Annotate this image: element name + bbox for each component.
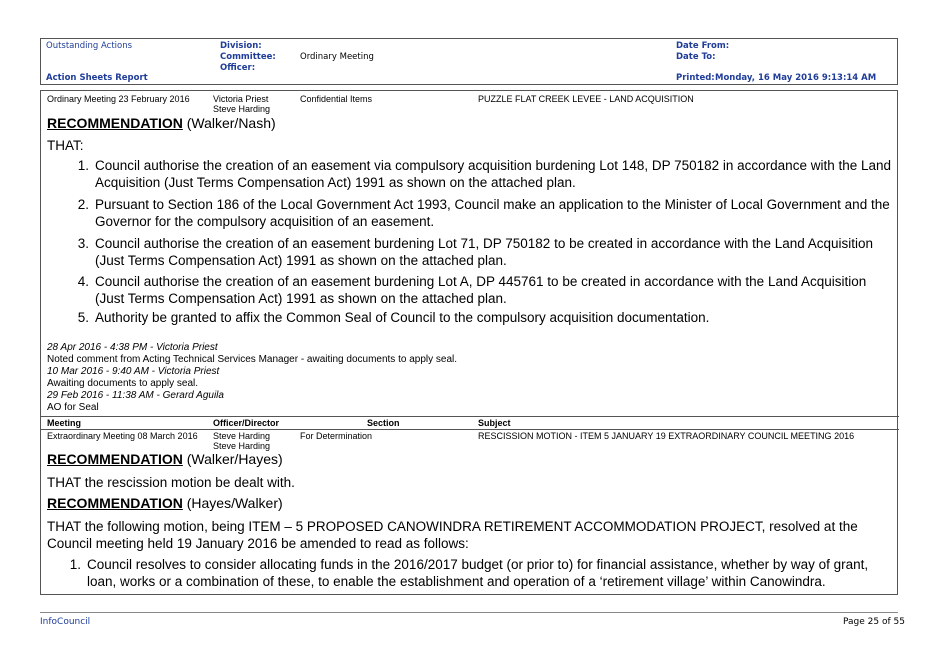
recommendation-movers: (Walker/Nash) (186, 115, 276, 131)
action-sheet-body (40, 90, 898, 595)
entry2-recommendation-1 (47, 451, 283, 468)
note-meta: 28 Apr 2016 - 4:38 PM - Victoria Priest (47, 342, 218, 353)
list-item (71, 157, 893, 191)
column-header-officer: Officer/Director (213, 418, 280, 428)
report-header (40, 38, 898, 85)
entry2-rec1-text: THAT the rescission motion be dealt with. (47, 475, 295, 490)
note-text: AO for Seal (47, 402, 99, 413)
column-header-subject: Subject (478, 418, 511, 428)
note-text: Awaiting documents to apply seal. (47, 378, 199, 389)
recommendation-movers: (Walker/Hayes) (186, 451, 283, 467)
recommendation-movers: (Hayes/Walker) (186, 495, 283, 511)
recommendation-heading: RECOMMENDATION (47, 495, 183, 511)
list-item-text: Council resolves to consider allocating funds in the 2016/2017 budget (or prior to) for financial assistance, whether by way of grant, loan, works or a combination of these, to enable the establishment and operation of a ‘retirement village’ within Canowindra. (87, 557, 869, 589)
committee-value: Ordinary Meeting (300, 52, 374, 62)
committee-label: Committee: (220, 52, 276, 62)
list-item (71, 196, 893, 230)
printed-label: Printed: (676, 73, 715, 83)
recommendation-heading: RECOMMENDATION (47, 451, 183, 467)
entry2-officer: Steve Harding (213, 431, 271, 441)
entry1-recommendation (47, 115, 276, 132)
list-item-text: Council authorise the creation of an easement burdening Lot A, DP 445761 to be created in accordance with the Land Acquisition (Just Terms Compensation Act) 1991 as shown on the attached plan. (95, 274, 867, 306)
note-meta: 10 Mar 2016 - 9:40 AM - Victoria Priest (47, 366, 220, 377)
footer-brand: InfoCouncil (40, 617, 91, 627)
entry1-that: THAT: (47, 138, 84, 153)
list-item-text: Authority be granted to affix the Common Seal of Council to the compulsory acquisition documentation. (95, 310, 710, 325)
entry2-director: Steve Harding (213, 441, 271, 451)
recommendation-heading: RECOMMENDATION (47, 115, 183, 131)
entry1-director: Steve Harding (213, 104, 271, 114)
list-item (71, 309, 893, 327)
date-from-label: Date From: (676, 41, 730, 51)
divider (41, 429, 899, 430)
outstanding-actions-label: Outstanding Actions (46, 41, 133, 51)
divider (41, 416, 899, 417)
officer-label: Officer: (220, 63, 256, 73)
list-item (71, 235, 893, 269)
entry2-meeting: Extraordinary Meeting 08 March 2016 (47, 431, 198, 441)
note-meta: 29 Feb 2016 - 11:38 AM - Gerard Aguila (47, 390, 224, 401)
list-item-text: Council authorise the creation of an easement via compulsory acquisition burdening Lot 148, DP 750182 in accordance with the Land Acquisition (Just Terms Compensation Act) 1991 as shown on the attached plan. (95, 158, 892, 190)
list-item (63, 556, 893, 590)
report-title: Action Sheets Report (46, 73, 148, 83)
entry1-meeting: Ordinary Meeting 23 February 2016 (47, 94, 190, 104)
note-text: Noted comment from Acting Technical Services Manager - awaiting documents to apply seal. (47, 354, 458, 365)
entry1-officer: Victoria Priest (213, 94, 269, 104)
printed-value: Monday, 16 May 2016 9:13:14 AM (715, 73, 877, 83)
list-item-text: Pursuant to Section 186 of the Local Government Act 1993, Council make an application to the Minister of Local Government and the Governor for the compulsory acquisition of an easement. (95, 197, 890, 229)
entry2-subject: RESCISSION MOTION - ITEM 5 JANUARY 19 EXTRAORDINARY COUNCIL MEETING 2016 (478, 431, 855, 441)
division-label: Division: (220, 41, 262, 51)
footer-divider (40, 612, 898, 613)
entry2-recommendation-2 (47, 495, 283, 512)
list-item-number: 1. (69, 557, 81, 572)
list-item-text: Council authorise the creation of an easement burdening Lot 71, DP 750182 to be created in accordance with the Land Acquisition (Just Terms Compensation Act) 1991 as shown on the attached plan. (95, 236, 874, 268)
list-item-number: 1. (77, 158, 89, 173)
list-item (71, 273, 893, 307)
list-item-number: 4. (77, 274, 89, 289)
column-header-meeting: Meeting (47, 418, 82, 428)
column-header-section: Section (367, 418, 400, 428)
list-item-number: 2. (77, 197, 89, 212)
list-item-number: 3. (77, 236, 89, 251)
date-to-label: Date To: (676, 52, 716, 62)
entry1-subject: PUZZLE FLAT CREEK LEVEE - LAND ACQUISITION (478, 94, 694, 104)
footer-page-number: Page 25 of 55 (843, 617, 905, 627)
entry2-rec2-text: THAT the following motion, being ITEM – 5 PROPOSED CANOWINDRA RETIREMENT ACCOMMODATION PROJECT, resolved at the Council meeting held 19 January 2016 be amended to read as follows: (47, 519, 858, 551)
entry1-section: Confidential Items (300, 94, 373, 104)
entry2-section: For Determination (300, 431, 373, 441)
list-item-number: 5. (77, 310, 89, 325)
